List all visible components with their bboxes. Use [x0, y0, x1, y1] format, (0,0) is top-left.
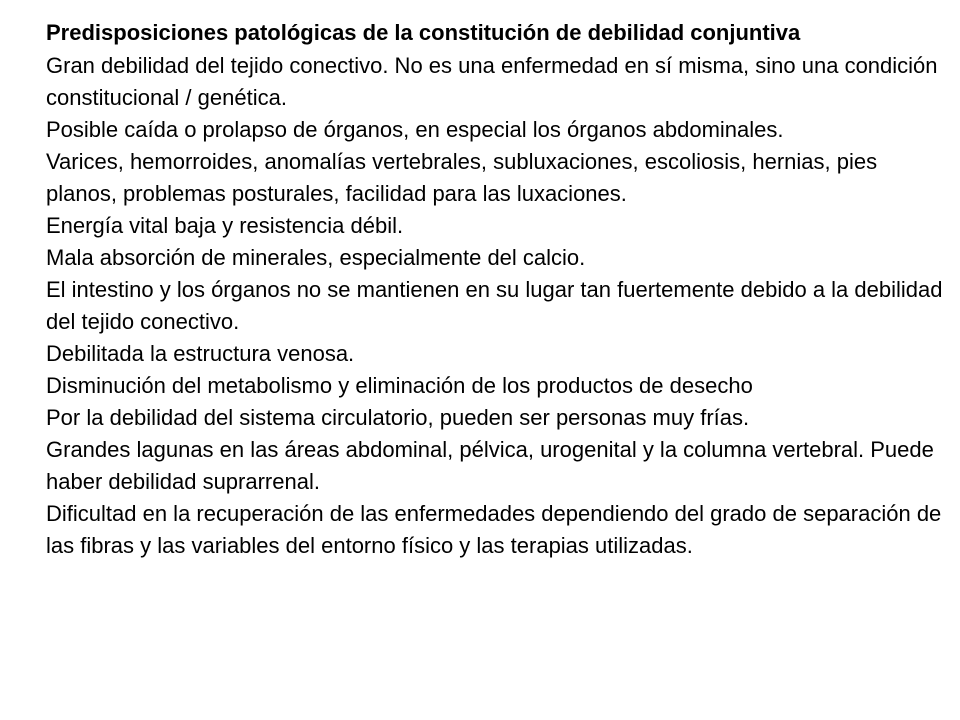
paragraph-6: El intestino y los órganos no se mantienen en su lugar tan fuertemente debido a la debilidad del tejido conectivo. [46, 277, 943, 334]
paragraph-9: Por la debilidad del sistema circulatorio, pueden ser personas muy frías. [46, 405, 750, 430]
paragraph-3: Varices, hemorroides, anomalías vertebrales, subluxaciones, escoliosis, hernias, pies planos, problemas posturales, facilidad para las luxaciones. [46, 149, 878, 206]
paragraph-1: Gran debilidad del tejido conectivo. No es una enfermedad en sí misma, sino una condición constitucional / genética. [46, 53, 938, 110]
slide-title: Predisposiciones patológicas de la constitución de debilidad conjuntiva [46, 20, 801, 45]
paragraph-11: Dificultad en la recuperación de las enfermedades dependiendo del grado de separación de las fibras y las variables del entorno físico y las terapias utilizadas. [46, 501, 942, 558]
paragraph-7: Debilitada la estructura venosa. [46, 341, 355, 366]
paragraph-4: Energía vital baja y resistencia débil. [46, 213, 404, 238]
paragraph-2: Posible caída o prolapso de órganos, en especial los órganos abdominales. [46, 117, 784, 142]
paragraph-5: Mala absorción de minerales, especialmente del calcio. [46, 245, 586, 270]
paragraph-8: Disminución del metabolismo y eliminación de los productos de desecho [46, 373, 753, 398]
paragraph-10: Grandes lagunas en las áreas abdominal, pélvica, urogenital y la columna vertebral. Puede haber debilidad suprarrenal. [46, 437, 934, 494]
slide-content [46, 16, 946, 562]
